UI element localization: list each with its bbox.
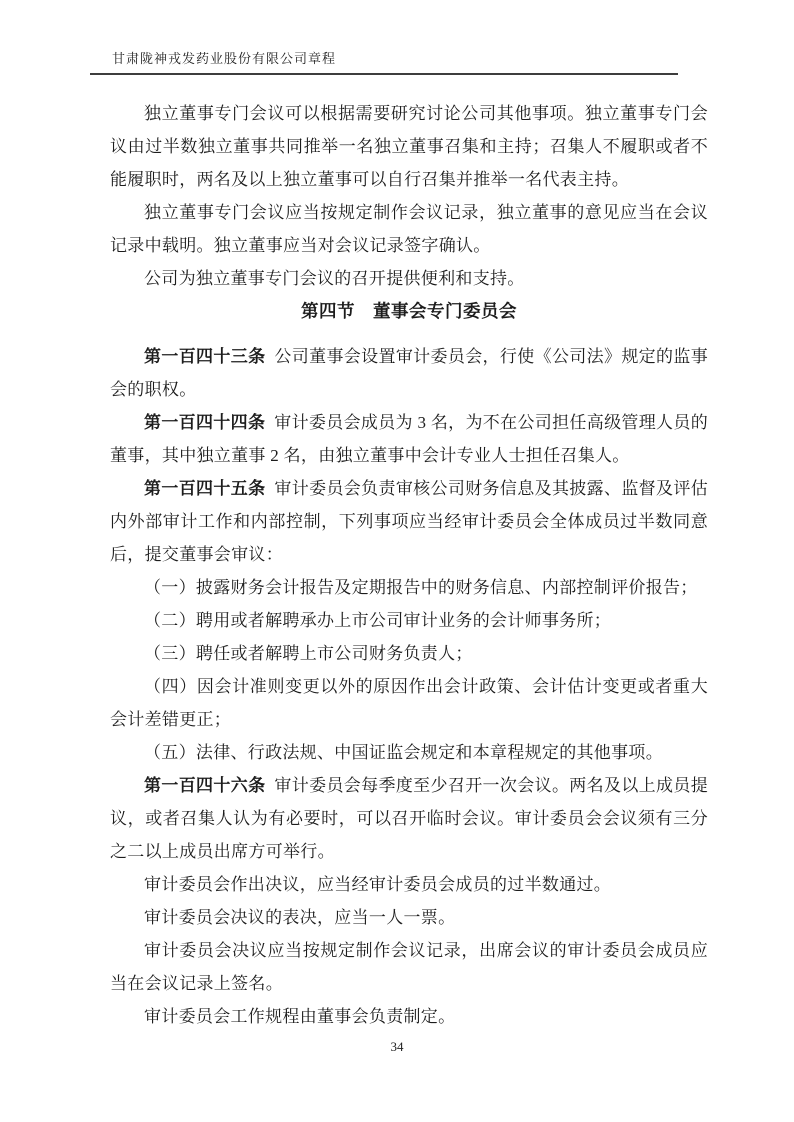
list-item: （三）聘任或者解聘上市公司财务负责人； (144, 644, 473, 663)
article-number: 第一百四十六条 (144, 776, 266, 795)
paragraph: 审计委员会决议的表决，应当一人一票。 (144, 908, 456, 927)
article-paragraph (110, 472, 708, 571)
paragraph: 独立董事专门会议应当按规定制作会议记录，独立董事的意见应当在会议记录中载明。独立董事应当对会议记录签字确认。 (110, 203, 708, 255)
page-number: 34 (390, 1039, 404, 1054)
page-footer (0, 1038, 794, 1056)
list-item: （五）法律、行政法规、中国证监会规定和本章程规定的其他事项。 (144, 743, 663, 762)
list-item: （二）聘用或者解聘承办上市公司审计业务的会计师事务所； (144, 611, 612, 630)
article-number: 第一百四十三条 (144, 347, 266, 366)
paragraph: 审计委员会决议应当按规定制作会议记录，出席会议的审计委员会成员应当在会议记录上签名。 (110, 941, 708, 993)
article-text: 公司董事会设置审计委员会，行使《公司法》规定的监事会的职权。 (110, 347, 708, 399)
paragraph: 审计委员会作出决议，应当经审计委员会成员的过半数通过。 (144, 875, 612, 894)
article-text: 审计委员会成员为 3 名，为不在公司担任高级管理人员的董事，其中独立董事 2 名，由独立董事中会计专业人士担任召集人。 (110, 413, 708, 465)
article-number: 第一百四十五条 (144, 479, 266, 498)
article-text: 审计委员会负责审核公司财务信息及其披露、监督及评估内外部审计工作和内部控制，下列事项应当经审计委员会全体成员过半数同意后，提交董事会审议： (110, 479, 708, 564)
paragraph: 审计委员会工作规程由董事会负责制定。 (144, 1007, 456, 1026)
article-paragraph (110, 769, 708, 868)
page-header (90, 50, 678, 75)
document-body (110, 97, 708, 1033)
article-paragraph (110, 340, 708, 406)
paragraph: 独立董事专门会议可以根据需要研究讨论公司其他事项。独立董事专门会议由过半数独立董事共同推举一名独立董事召集和主持；召集人不履职或者不能履职时，两名及以上独立董事可以自行召集并推举一名代表主持。 (110, 104, 708, 189)
article-number: 第一百四十四条 (144, 413, 266, 432)
header-title: 甘肃陇神戎发药业股份有限公司章程 (112, 51, 337, 66)
section-heading: 第四节 董事会专门委员会 (301, 301, 517, 321)
list-item: （四）因会计准则变更以外的原因作出会计政策、会计估计变更或者重大会计差错更正； (110, 677, 708, 729)
list-item: （一）披露财务会计报告及定期报告中的财务信息、内部控制评价报告； (144, 578, 698, 597)
article-paragraph (110, 406, 708, 472)
article-text: 审计委员会每季度至少召开一次会议。两名及以上成员提议，或者召集人认为有必要时，可以召开临时会议。审计委员会会议须有三分之二以上成员出席方可举行。 (110, 776, 708, 861)
paragraph: 公司为独立董事专门会议的召开提供便利和支持。 (144, 269, 525, 288)
